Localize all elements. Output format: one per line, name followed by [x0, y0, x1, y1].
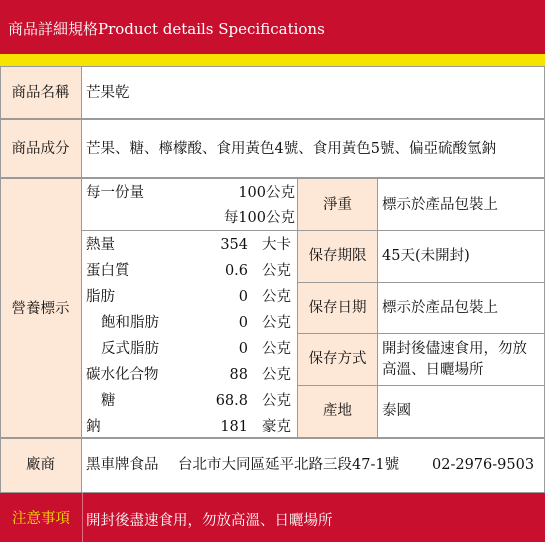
detail-value: 高溫、日曬場所: [382, 362, 484, 378]
detail-value: 標示於產品包裝上: [382, 197, 498, 213]
detail-label: 產地: [323, 403, 352, 419]
nutrient-name: 熱量: [86, 237, 115, 253]
detail-label: 保存方式: [308, 351, 367, 367]
per-value: 每100公克: [223, 210, 295, 226]
nutrient-value: 88: [229, 367, 248, 383]
nutrient-unit: 大卡: [262, 237, 291, 253]
detail-value: 泰國: [382, 403, 411, 419]
manufacturer-name: 黑車牌食品: [86, 457, 159, 473]
detail-label: 保存期限: [308, 248, 367, 264]
manufacturer-phone: 02-2976-9503: [432, 457, 535, 473]
nutrient-unit: 豪克: [262, 419, 291, 435]
nutrient-value: 354: [220, 237, 248, 253]
page-title: 商品詳細規格Product details Specifications: [8, 20, 325, 38]
detail-label: 保存日期: [308, 300, 367, 316]
nutrient-value: 181: [220, 419, 248, 435]
manufacturer-label: 廠商: [26, 457, 55, 473]
nutrient-name: 脂肪: [86, 289, 115, 305]
nutrition-label: 營養標示: [11, 301, 70, 317]
yellow-stripe: [0, 54, 545, 66]
nutrient-value: 68.8: [215, 393, 248, 409]
nutrient-value: 0: [238, 315, 248, 331]
nutrient-name: 糖: [101, 393, 116, 409]
detail-label: 淨重: [323, 197, 352, 213]
nutrient-name: 飽和脂肪: [101, 315, 159, 331]
ingredients-value: 芒果、糖、檸檬酸、食用黃色4號、食用黃色5號、偏亞硫酸氫鈉: [86, 141, 496, 157]
notice-value: 開封後盡速食用，勿放高溫、日曬場所: [86, 513, 333, 529]
nutrient-unit: 公克: [262, 315, 291, 331]
nutrient-value: 0.6: [224, 263, 248, 279]
nutrient-name: 鈉: [86, 419, 101, 435]
nutrient-value: 0: [238, 289, 248, 305]
detail-value: 45天(未開封): [382, 248, 470, 264]
nutrient-name: 碳水化合物: [86, 367, 159, 383]
product-name-label: 商品名稱: [11, 85, 70, 101]
nutrient-unit: 公克: [262, 289, 291, 305]
product-name-value: 芒果乾: [86, 85, 130, 101]
nutrient-unit: 公克: [262, 367, 291, 383]
serving-label: 每一份量: [86, 185, 144, 201]
detail-value: 開封後儘速食用，勿放: [382, 341, 527, 357]
nutrient-unit: 公克: [262, 341, 291, 357]
nutrient-value: 0: [238, 341, 248, 357]
detail-value: 標示於產品包裝上: [382, 300, 498, 316]
notice-label: 注意事項: [0, 493, 82, 542]
nutrient-name: 反式脂肪: [101, 341, 159, 357]
nutrient-unit: 公克: [262, 393, 291, 409]
nutrient-name: 蛋白質: [86, 263, 130, 279]
manufacturer-address: 台北市大同區延平北路三段47-1號: [178, 457, 400, 473]
serving-value: 100公克: [238, 185, 295, 201]
nutrient-unit: 公克: [262, 263, 291, 279]
ingredients-label: 商品成分: [11, 141, 70, 157]
